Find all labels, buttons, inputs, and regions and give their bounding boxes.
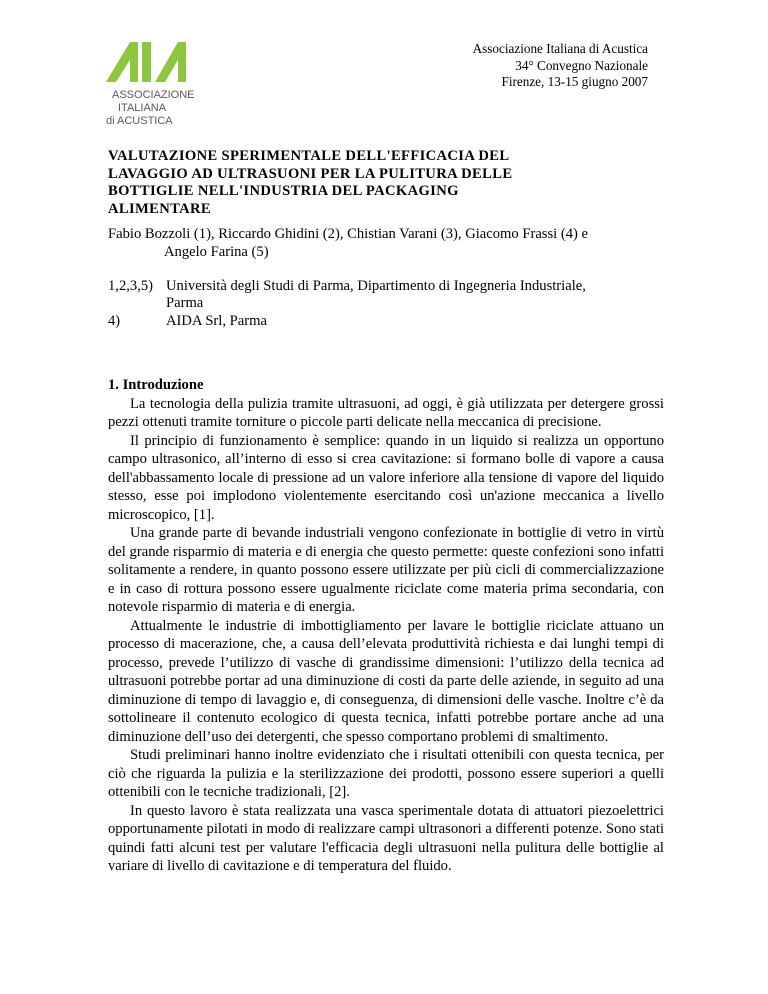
- paragraph: Studi preliminari hanno inoltre evidenziato che i risultati ottenibili con questa tecnica, per ciò che riguarda la pulizia e la sterilizzazione dei prodotti, possono essere superiori a quelli ottenibili con le tecniche tradizionali, [2].: [108, 747, 664, 800]
- title-line: VALUTAZIONE SPERIMENTALE DELL'EFFICACIA DEL: [108, 148, 510, 164]
- logo-text-2: ITALIANA: [118, 102, 167, 114]
- authors: [108, 226, 668, 261]
- title-line: LAVAGGIO AD ULTRASUONI PER LA PULITURA DELLE: [108, 165, 513, 182]
- affiliation-text: AIDA Srl, Parma: [166, 313, 267, 329]
- affiliation-number: 1,2,3,5): [108, 278, 153, 294]
- paragraph: In questo lavoro è stata realizzata una vasca sperimentale dotata di attuatori piezoelettrici opportunamente pilotati in modo di realizzare campi ultrasonori a differenti potenze. Sono stati quindi fatti alcuni test per valutare l'efficacia degli ultrasuoni nella pulitura delle bottiglie al variare di livello di cavitazione e di temperatura del fluido.: [108, 802, 664, 874]
- title-line: BOTTIGLIE NELL'INDUSTRIA DEL PACKAGING: [108, 183, 459, 199]
- aia-logo: [104, 40, 216, 140]
- logo-text-1: ASSOCIAZIONE: [112, 89, 195, 101]
- conference-header: [473, 41, 648, 91]
- affiliation-text: [166, 278, 686, 312]
- aia-logo-mark: [104, 40, 216, 140]
- logo-shape-i: [142, 42, 151, 82]
- introduction-section: [108, 376, 664, 876]
- logo-text-3: di ACUSTICA: [106, 115, 173, 127]
- organization-name: Associazione Italiana di Acustica: [472, 41, 648, 56]
- affiliation-number: 4): [108, 313, 121, 329]
- affiliation-line: Parma: [166, 295, 204, 311]
- paper-title: [108, 148, 648, 218]
- paragraph: Attualmente le industrie di imbottigliamento per lavare le bottiglie riciclate attuano un processo di macerazione, che, a causa dell’elevata produttività richiesta e dai lunghi tempi di processo, prevede l’utilizzo di vasche di grandissime dimensioni: l’utilizzo della tecnica ad ultrasuoni potrebbe portar ad una diminuzione di costi da parte delle aziende, in seguito ad una diminuzione di tempo di lavaggio e, di conseguenza, di dimensioni delle vasche. Inoltre c’è da sottolineare il contenuto ecologico di questa tecnica, infatti potrebbe portare anche ad una diminuzione dell’uso dei detergenti, che spesso comportano problemi di smaltimento.: [108, 617, 664, 745]
- logo-shape-a1: [106, 42, 138, 82]
- paragraph: La tecnologia della pulizia tramite ultrasuoni, ad oggi, è già utilizzata per detergere grossi pezzi ottenuti tramite torniture o piccole parti delicate nella meccanica di precisione.: [108, 395, 664, 430]
- logo-shape-a2: [155, 42, 186, 82]
- title-line: ALIMENTARE: [108, 200, 211, 217]
- conference-name: 34° Convegno Nazionale: [515, 57, 648, 73]
- authors-line: Fabio Bozzoli (1), Riccardo Ghidini (2), Chistian Varani (3), Giacomo Frassi (4) e: [108, 226, 589, 242]
- conference-place-date: Firenze, 13-15 giugno 2007: [501, 74, 648, 89]
- affiliation-line: Università degli Studi di Parma, Dipartimento di Ingegneria Industriale,: [166, 278, 586, 294]
- authors-line: Angelo Farina (5): [164, 243, 269, 260]
- paragraph: Una grande parte di bevande industriali vengono confezionate in bottiglie di vetro in virtù del grande risparmio di materia e di energia che questo permette: queste confezioni sono infatti solitamente a rendere, in quanto possono essere utilizzate per più cicli di commercializzazione e in caso di rottura possono essere ugualmente riciclate come materia prima secondaria, con notevole risparmio di materia e di energia.: [108, 525, 664, 615]
- section-heading: 1. Introduzione: [108, 377, 204, 393]
- paragraph: Il principio di funzionamento è semplice: quando in un liquido si realizza un opportuno campo ultrasonico, all’interno di esso si crea cavitazione: si formano bolle di vapore a causa dell'abbassamento locale di pressione ad un valore inferiore alla tensione di vapore del liquido stesso, esse poi implodono violentemente esercitando così un'azione meccanica a livello microscopico, [1].: [108, 432, 664, 523]
